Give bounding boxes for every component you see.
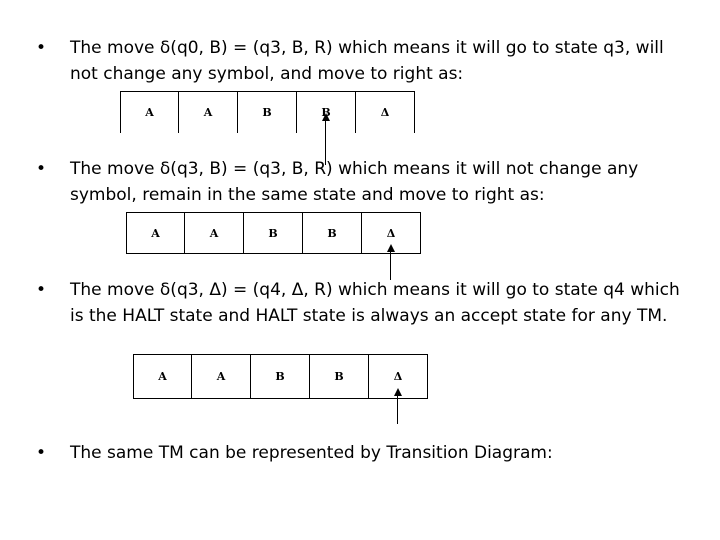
tape-1 <box>120 91 415 133</box>
tape-cell: Δ <box>356 92 415 133</box>
tape-cell: B <box>238 92 297 133</box>
tape-cell: A <box>120 92 179 133</box>
tape-cell: A <box>133 355 192 398</box>
bullet-marker: • <box>36 38 47 58</box>
bullet-1 <box>36 35 696 87</box>
tape-cell: A <box>179 92 238 133</box>
bullet-2 <box>36 156 696 208</box>
tape-cell: A <box>185 213 244 253</box>
bullet-4 <box>36 440 696 466</box>
tape-cell: B <box>244 213 303 253</box>
tape-2 <box>126 212 421 254</box>
tape-3 <box>133 354 428 399</box>
tape-cell: B <box>297 92 356 133</box>
tape-cell: A <box>192 355 251 398</box>
bullet-1-text: The move δ(q0, B) = (q3, B, R) which means it will go to state q3, will not change any symbol, and move to right as: <box>70 38 664 84</box>
bullet-marker: • <box>36 159 47 179</box>
bullet-4-text: The same TM can be represented by Transition Diagram: <box>70 443 553 463</box>
tape-cell: B <box>251 355 310 398</box>
bullet-2-text: The move δ(q3, B) = (q3, B, R) which means it will not change any symbol, remain in the same state and move to right as: <box>70 159 639 205</box>
tape-cell: B <box>310 355 369 398</box>
tape-head-arrow-icon <box>386 244 395 280</box>
tape-head-arrow-icon <box>393 388 402 424</box>
bullet-marker: • <box>36 443 47 463</box>
tape-cell: B <box>303 213 362 253</box>
tape-cell: A <box>126 213 185 253</box>
bullet-marker: • <box>36 280 47 300</box>
bullet-3-text: The move δ(q3, Δ) = (q4, Δ, R) which means it will go to state q4 which is the HALT state and HALT state is always an accept state for any TM. <box>70 280 680 326</box>
tape-cell: Δ <box>369 355 428 398</box>
tape-cell: Δ <box>362 213 421 253</box>
bullet-3 <box>36 277 696 329</box>
